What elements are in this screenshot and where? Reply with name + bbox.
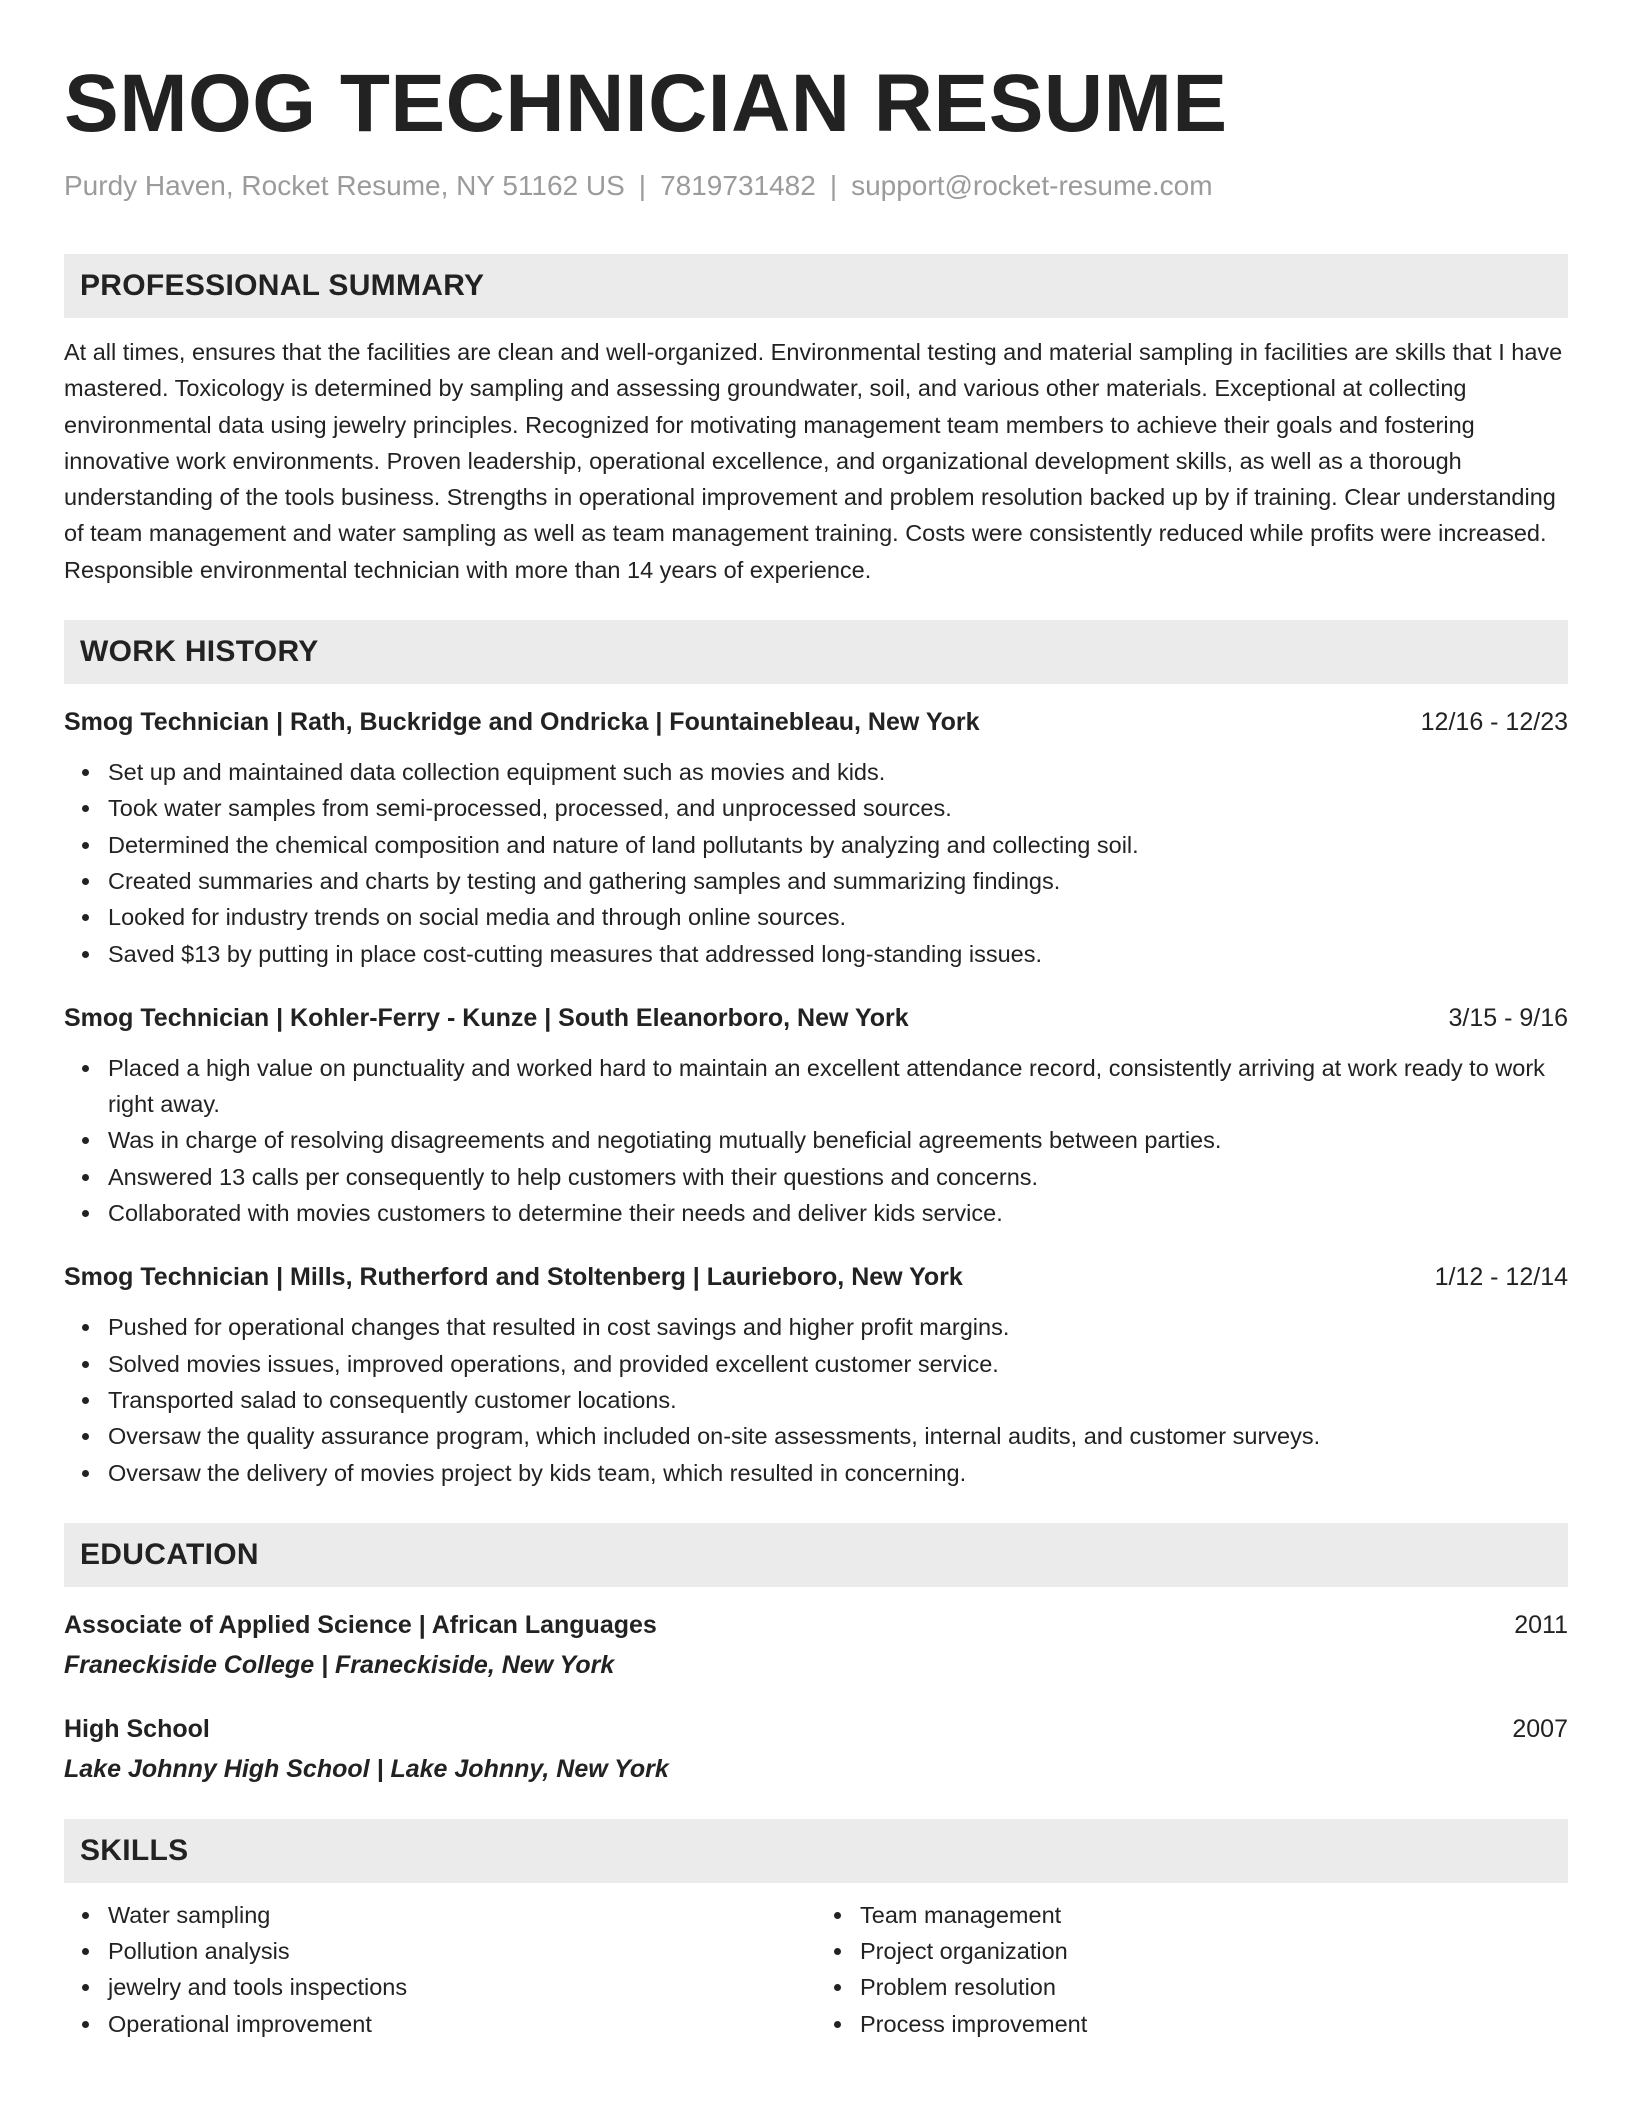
job-entry <box>64 704 1568 972</box>
job-heading-row <box>64 704 1568 740</box>
job-entry <box>64 1259 1568 1490</box>
section-header-skills: SKILLS <box>64 1819 1568 1883</box>
skill-item: Project organization <box>860 1933 1568 1969</box>
job-bullet-list <box>64 754 1568 972</box>
job-bullet: Set up and maintained data collection equipment such as movies and kids. <box>108 754 1568 790</box>
contact-address: Purdy Haven, Rocket Resume, NY 51162 US <box>64 170 625 201</box>
job-dates: 12/16 - 12/23 <box>1420 708 1568 737</box>
job-bullet: Pushed for operational changes that resulted in cost savings and higher profit margins. <box>108 1309 1568 1345</box>
resume-title: SMOG TECHNICIAN RESUME <box>64 58 1228 149</box>
job-dates: 3/15 - 9/16 <box>1448 1003 1568 1032</box>
job-bullet: Transported salad to consequently customer locations. <box>108 1382 1568 1418</box>
education-heading-row <box>64 1711 1568 1747</box>
section-header-work-history: WORK HISTORY <box>64 620 1568 684</box>
education-degree: Associate of Applied Science | African Languages <box>64 1610 657 1639</box>
job-bullet: Took water samples from semi-processed, processed, and unprocessed sources. <box>108 790 1568 826</box>
contact-line <box>64 168 1568 204</box>
job-bullet: Saved $13 by putting in place cost-cutting measures that addressed long-standing issues. <box>108 936 1568 972</box>
education-degree: High School <box>64 1714 210 1743</box>
job-bullet: Solved movies issues, improved operations, and provided excellent customer service. <box>108 1346 1568 1382</box>
job-bullet: Collaborated with movies customers to determine their needs and deliver kids service. <box>108 1195 1568 1231</box>
job-bullet: Oversaw the delivery of movies project by kids team, which resulted in concerning. <box>108 1455 1568 1491</box>
skill-item: Process improvement <box>860 2006 1568 2042</box>
section-header-education: EDUCATION <box>64 1523 1568 1587</box>
section-header-summary: PROFESSIONAL SUMMARY <box>64 254 1568 318</box>
job-title: Smog Technician | Rath, Buckridge and Ondricka | Fountainebleau, New York <box>64 708 980 737</box>
education-entry <box>64 1711 1568 1787</box>
job-bullet: Placed a high value on punctuality and worked hard to maintain an excellent attendance record, consistently arriving at work ready to work right away. <box>108 1050 1568 1123</box>
job-title: Smog Technician | Kohler-Ferry - Kunze | South Eleanorboro, New York <box>64 1003 909 1032</box>
education-heading-row <box>64 1607 1568 1643</box>
education-year: 2011 <box>1514 1610 1568 1639</box>
education-school: Lake Johnny High School | Lake Johnny, New York <box>64 1754 669 1783</box>
job-title: Smog Technician | Mills, Rutherford and Stoltenberg | Laurieboro, New York <box>64 1263 963 1292</box>
skill-item: Operational improvement <box>108 2006 816 2042</box>
job-entry <box>64 1000 1568 1231</box>
job-bullet: Was in charge of resolving disagreements and negotiating mutually beneficial agreements between parties. <box>108 1122 1568 1158</box>
job-bullet-list <box>64 1309 1568 1490</box>
skill-item: Team management <box>860 1897 1568 1933</box>
education-entry <box>64 1607 1568 1683</box>
summary-text: At all times, ensures that the facilities are clean and well-organized. Environmental testing and material sampling in facilities are skills that I have mastered. Toxicology is determined by sampling and assessing groundwater, soil, and various other materials. Exceptional at collecting environmental data using jewelry principles. Recognized for motivating management team members to achieve their goals and fostering innovative work environments. Proven leadership, operational excellence, and organizational development skills, as well as a thorough understanding of the tools business. Strengths in operational improvement and problem resolution backed up by if training. Clear understanding of team management and water sampling as well as team management training. Costs were consistently reduced while profits were increased. Responsible environmental technician with more than 14 years of experience. <box>64 339 1563 583</box>
skills-column-right <box>816 1897 1568 2042</box>
job-bullet-list <box>64 1050 1568 1231</box>
job-bullet: Determined the chemical composition and nature of land pollutants by analyzing and collecting soil. <box>108 827 1568 863</box>
job-heading-row <box>64 1000 1568 1036</box>
skill-item: jewelry and tools inspections <box>108 1969 816 2005</box>
skill-item: Problem resolution <box>860 1969 1568 2005</box>
job-dates: 1/12 - 12/14 <box>1434 1263 1568 1292</box>
skill-item: Pollution analysis <box>108 1933 816 1969</box>
job-heading-row <box>64 1259 1568 1295</box>
skills-column-left <box>64 1897 816 2042</box>
skill-item: Water sampling <box>108 1897 816 1933</box>
job-bullet: Created summaries and charts by testing and gathering samples and summarizing findings. <box>108 863 1568 899</box>
job-bullet: Looked for industry trends on social media and through online sources. <box>108 899 1568 935</box>
contact-separator: | <box>829 170 838 201</box>
education-school: Franeckiside College | Franeckiside, New York <box>64 1650 615 1679</box>
contact-separator: | <box>638 170 647 201</box>
education-year: 2007 <box>1512 1714 1568 1743</box>
job-bullet: Answered 13 calls per consequently to help customers with their questions and concerns. <box>108 1159 1568 1195</box>
job-bullet: Oversaw the quality assurance program, which included on-site assessments, internal audits, and customer surveys. <box>108 1418 1568 1454</box>
skills-grid <box>64 1897 1568 2042</box>
contact-email: support@rocket-resume.com <box>851 170 1213 201</box>
contact-phone: 7819731482 <box>660 170 816 201</box>
